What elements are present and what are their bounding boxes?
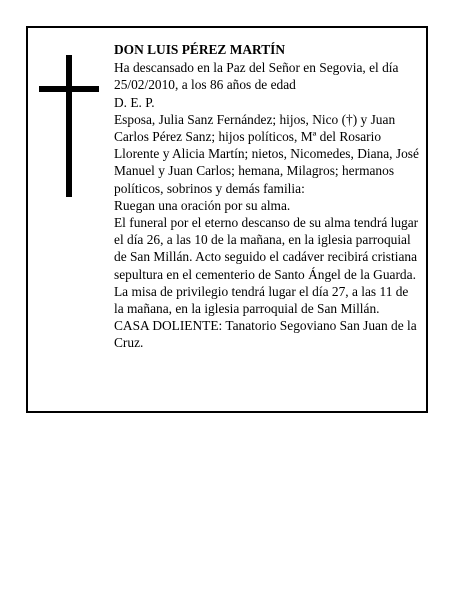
obituary-notice [26,26,428,413]
funeral-details: El funeral por el eterno descanso de su alma tendrá lugar el día 26, a las 10 de la mañana, en la iglesia parroquial de San Millán. Acto seguido el cadáver recibirá cristiana sepultura en el cementerio de Santo Ángel de la Guarda. La misa de privilegio tendrá lugar el día 27, a las 11 de la mañana, en la iglesia parroquial de San Millán. [114,215,419,317]
notice-body [114,41,420,352]
family-list: Esposa, Julia Sanz Fernández; hijos, Nico (†) y Juan Carlos Pérez Sanz; hijos políticos, Mª del Rosario Llorente y Alicia Martín; nietos, Nicomedes, Diana, José Manuel y Juan Carlos; hemana, Milagros; hermanos políticos, sobrinos y demás familia: [114,111,419,196]
latin-cross-icon [39,55,99,197]
prayer-request: Ruegan una oración por su alma. [114,197,291,213]
cross-vertical-bar [66,55,72,197]
deceased-name: DON LUIS PÉREZ MARTÍN [114,42,286,57]
cross-horizontal-bar [39,86,99,92]
mourning-house: CASA DOLIENTE: Tanatorio Segoviano San Juan de la Cruz. [114,318,417,351]
death-announcement: Ha descansado en la Paz del Señor en Segovia, el día 25/02/2010, a los 86 años de edad [114,60,399,93]
rest-in-peace: D. E. P. [114,94,155,110]
